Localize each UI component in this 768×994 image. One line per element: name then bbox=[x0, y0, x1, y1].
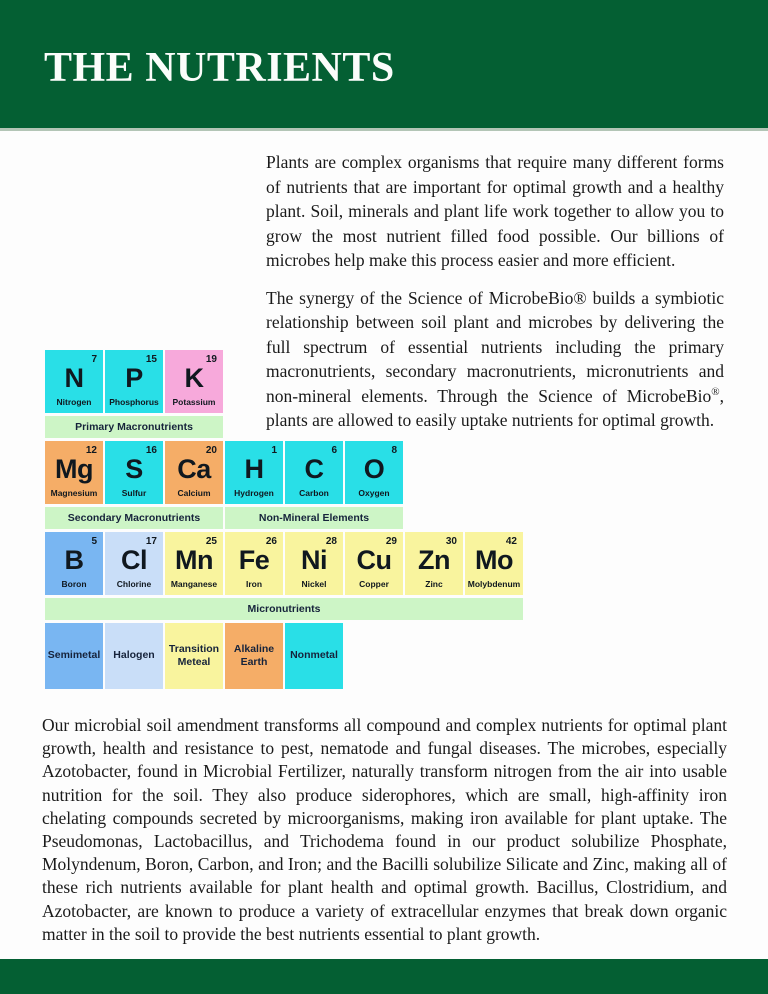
element-symbol: K bbox=[184, 363, 204, 393]
element-name: Sulfur bbox=[121, 488, 147, 498]
element-tile-s bbox=[105, 441, 163, 504]
header-band bbox=[0, 0, 768, 131]
element-symbol: H bbox=[244, 454, 264, 484]
atomic-number: 42 bbox=[505, 536, 517, 547]
element-name: Phosphorus bbox=[109, 397, 159, 407]
paragraph-text: The synergy of the Science of MicrobeBio® builds a symbiotic relationship between soil plant and microbes by delivering the full spectrum of essential nutrients including the primary macronutrients, secondary macronutrients, micronutrients and non-mineral elements. Through the Science of MicrobeBio bbox=[266, 287, 724, 406]
element-name: Manganese bbox=[170, 579, 218, 589]
footer-band bbox=[0, 959, 768, 994]
atomic-number: 16 bbox=[145, 445, 157, 456]
element-tile-fe bbox=[225, 532, 283, 595]
element-tile-o bbox=[345, 441, 403, 504]
element-name: Chlorine bbox=[116, 579, 152, 589]
element-tile-zn bbox=[405, 532, 463, 595]
atomic-number: 20 bbox=[205, 445, 217, 456]
body-paragraph: Our microbial soil amendment transforms all compound and complex nutrients for optimal plant growth, health and resistance to pest, nematode and fungal diseases. The microbes, especially Azotobacter, found in Microbial Fertilizer, naturally transform nitrogen from the air into usable nutrition for the soil. They also produce siderophores, which are small, high-affinity iron chelating compounds secreted by microorganisms, making iron available for plant uptake. The Pseudomonas, Lactobacillus, and Trichodema found in our product solubilize Phosphate, Molyndenum, Boron, Carbon, and Iron; and the Bacilli solubilize Silicate and Zinc, making all of these rich nutrients available for plant health and optimal growth. Bacillus, Clostridium, and Azotobacter, are known to produce a variety of extracellular enzymes that break down organic matter in the soil to provide the best nutrients essential to plant growth. bbox=[42, 715, 727, 944]
element-name: Nickel bbox=[301, 579, 327, 589]
page-title: THE NUTRIENTS bbox=[44, 45, 395, 91]
element-name: Nitrogen bbox=[56, 397, 92, 407]
element-name: Copper bbox=[359, 579, 389, 589]
element-row-micro bbox=[45, 532, 523, 595]
intro-paragraph-1: Plants are complex organisms that require many different forms of nutrients that are important for optimal growth and a healthy plant. Soil, minerals and plant life work together to allow you to grow the most nutrient filled food possible. Our billions of microbes help make this process easier and more efficient. bbox=[266, 152, 724, 270]
atomic-number: 19 bbox=[205, 354, 217, 365]
element-name: Hydrogen bbox=[234, 488, 274, 498]
legend-tile-transition-meteal: Transition Meteal bbox=[165, 623, 223, 689]
band-row-micro bbox=[45, 598, 523, 620]
element-tile-mo bbox=[465, 532, 523, 595]
element-symbol: Ca bbox=[177, 454, 211, 484]
element-name: Oxygen bbox=[358, 488, 390, 498]
element-name: Iron bbox=[245, 579, 263, 589]
element-symbol: C bbox=[304, 454, 324, 484]
element-symbol: Zn bbox=[418, 545, 450, 575]
element-symbol: S bbox=[125, 454, 143, 484]
atomic-number: 12 bbox=[85, 445, 97, 456]
element-tile-p bbox=[105, 350, 163, 413]
legend-tile-semimetal: Semimetal bbox=[45, 623, 103, 689]
band-row-primary bbox=[45, 416, 523, 438]
element-tile-mn bbox=[165, 532, 223, 595]
legend-row bbox=[45, 623, 523, 689]
element-tile-ni bbox=[285, 532, 343, 595]
legend-tile-nonmetal: Nonmetal bbox=[285, 623, 343, 689]
element-symbol: Cl bbox=[121, 545, 147, 575]
element-row-secondary bbox=[45, 441, 523, 504]
element-symbol: Fe bbox=[238, 545, 270, 575]
element-name: Carbon bbox=[299, 488, 329, 498]
legend-tile-halogen: Halogen bbox=[105, 623, 163, 689]
element-symbol: Ni bbox=[301, 545, 327, 575]
element-name: Molybdenum bbox=[467, 579, 521, 589]
element-tile-ca bbox=[165, 441, 223, 504]
element-tile-b bbox=[45, 532, 103, 595]
element-tile-n bbox=[45, 350, 103, 413]
group-band-secondary-macronutrients: Secondary Macronutrients bbox=[45, 507, 223, 529]
element-name: Magnesium bbox=[50, 488, 98, 498]
atomic-number: 8 bbox=[391, 445, 397, 456]
group-band-micronutrients: Micronutrients bbox=[45, 598, 523, 620]
legend-tile-alkaline-earth: Alkaline Earth bbox=[225, 623, 283, 689]
element-tile-c bbox=[285, 441, 343, 504]
atomic-number: 26 bbox=[265, 536, 277, 547]
atomic-number: 7 bbox=[91, 354, 97, 365]
element-tile-h bbox=[225, 441, 283, 504]
atomic-number: 29 bbox=[385, 536, 397, 547]
element-symbol: N bbox=[64, 363, 84, 393]
element-symbol: Mg bbox=[55, 454, 93, 484]
atomic-number: 30 bbox=[445, 536, 457, 547]
element-tile-k bbox=[165, 350, 223, 413]
element-tile-mg bbox=[45, 441, 103, 504]
atomic-number: 5 bbox=[91, 536, 97, 547]
band-row-secondary bbox=[45, 507, 523, 529]
atomic-number: 25 bbox=[205, 536, 217, 547]
element-name: Potassium bbox=[172, 397, 216, 407]
element-name: Zinc bbox=[425, 579, 443, 589]
element-name: Boron bbox=[61, 579, 87, 589]
atomic-number: 17 bbox=[145, 536, 157, 547]
element-symbol: P bbox=[125, 363, 143, 393]
element-symbol: Mo bbox=[475, 545, 513, 575]
paragraph-text: , plants are allowed to easily uptake nutrients for optimal growth. bbox=[266, 385, 724, 430]
group-band-primary-macronutrients: Primary Macronutrients bbox=[45, 416, 223, 438]
element-symbol: Mn bbox=[175, 545, 213, 575]
atomic-number: 1 bbox=[271, 445, 277, 456]
element-name: Calcium bbox=[177, 488, 211, 498]
element-symbol: O bbox=[363, 454, 385, 484]
element-symbol: B bbox=[64, 545, 84, 575]
atomic-number: 15 bbox=[145, 354, 157, 365]
registered-mark: ® bbox=[711, 385, 720, 398]
periodic-table bbox=[45, 350, 523, 689]
atomic-number: 6 bbox=[331, 445, 337, 456]
element-row-primary bbox=[45, 350, 523, 413]
element-tile-cu bbox=[345, 532, 403, 595]
element-symbol: Cu bbox=[356, 545, 392, 575]
atomic-number: 28 bbox=[325, 536, 337, 547]
group-band-non-mineral-elements: Non-Mineral Elements bbox=[225, 507, 403, 529]
element-tile-cl bbox=[105, 532, 163, 595]
